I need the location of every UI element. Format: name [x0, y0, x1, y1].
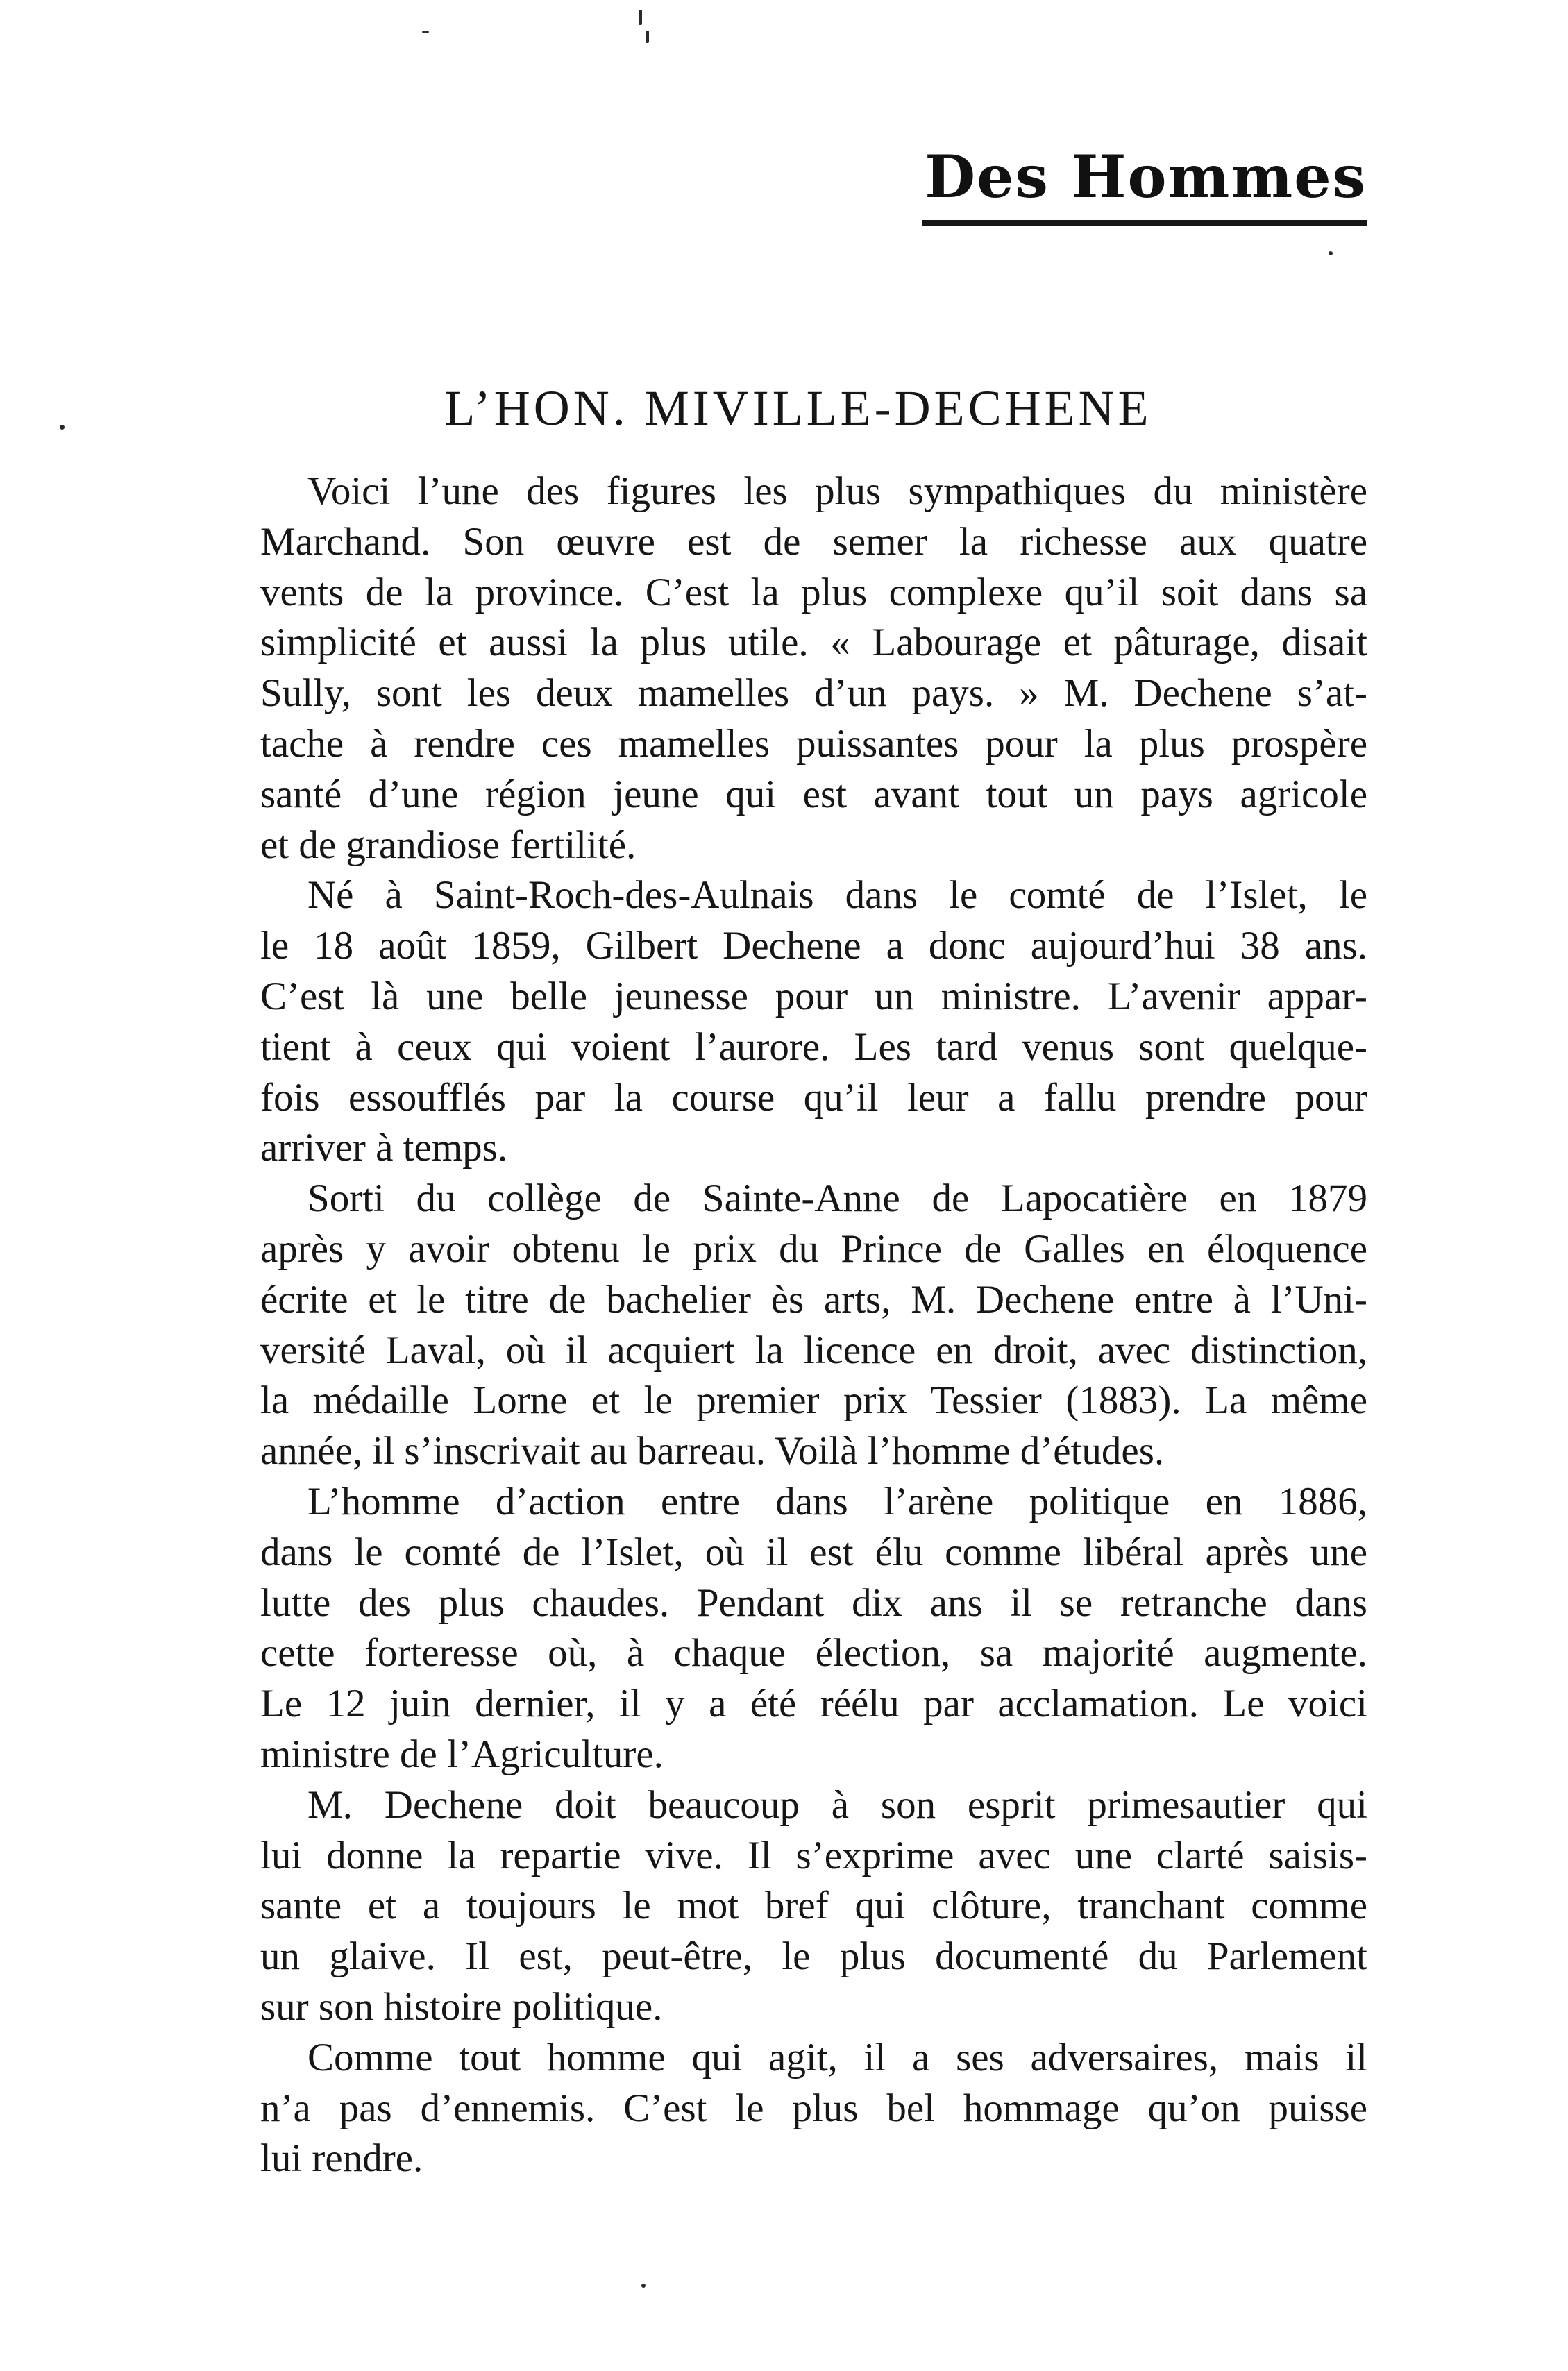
scan-speck [1329, 251, 1333, 255]
text-line: année, il s’inscrivait au barreau. Voilà l’homme d’études. [260, 1429, 1165, 1474]
text-line: Le 12 juin dernier, il y a été réélu par acclamation. Le voici [260, 1682, 1367, 1726]
section-rule [922, 220, 1367, 226]
text-line: un glaive. Il est, peut-être, le plus documenté du Parlement [260, 1934, 1367, 1979]
scan-speck [60, 425, 65, 430]
paragraph-3 [260, 1174, 1367, 1477]
scan-speck [422, 31, 429, 33]
text-line: Comme tout homme qui agit, il a ses adversaires, mais il [307, 2035, 1367, 2079]
text-line: Sorti du collège de Sainte-Anne de Lapocatière en 1879 [307, 1176, 1367, 1221]
article-title: L’HON. MIVILLE-DECHENE [444, 380, 1152, 437]
text-line: Né à Saint-Roch-des-Aulnais dans le comté de l’Islet, le [307, 873, 1367, 918]
text-line: C’est là une belle jeunesse pour un ministre. L’avenir appar- [260, 974, 1367, 1018]
article-body [260, 466, 1367, 2184]
scan-speck [641, 2284, 646, 2288]
text-line: dans le comté de l’Islet, où il est élu comme libéral après une [260, 1530, 1367, 1574]
scan-speck [646, 31, 649, 43]
text-line: après y avoir obtenu le prix du Prince de Galles en éloquence [260, 1226, 1367, 1271]
text-line: santé d’une région jeune qui est avant tout un pays agricole [260, 772, 1367, 816]
text-line: écrite et le titre de bachelier ès arts, M. Dechene entre à l’Uni- [260, 1277, 1367, 1322]
section-title: Des Hommes [925, 142, 1367, 211]
text-line: lutte des plus chaudes. Pendant dix ans il se retranche dans [260, 1580, 1367, 1625]
paragraph-6 [260, 2033, 1367, 2184]
text-line: cette forteresse où, à chaque élection, sa majorité augmente. [260, 1631, 1367, 1676]
paragraph-2 [260, 870, 1367, 1174]
section-header [922, 142, 1367, 226]
text-line: M. Dechene doit beaucoup à son esprit primesautier qui [307, 1782, 1367, 1827]
text-line: versité Laval, où il acquiert la licence en droit, avec distinction, [260, 1328, 1367, 1372]
text-line: la médaille Lorne et le premier prix Tessier (1883). La même [260, 1378, 1367, 1423]
text-line: tache à rendre ces mamelles puissantes pour la plus prospère [260, 721, 1367, 766]
text-line: le 18 août 1859, Gilbert Dechene a donc aujourd’hui 38 ans. [260, 924, 1367, 968]
text-line: n’a pas d’ennemis. C’est le plus bel hommage qu’on puisse [260, 2086, 1367, 2130]
text-line: sur son histoire politique. [260, 1984, 663, 2029]
paragraph-1 [260, 466, 1367, 870]
text-line: Sully, sont les deux mamelles d’un pays. » M. Dechene s’at- [260, 671, 1367, 716]
paragraph-5 [260, 1780, 1367, 2033]
paragraph-4 [260, 1477, 1367, 1780]
text-line: tient à ceux qui voient l’aurore. Les tard venus sont quelque- [260, 1024, 1367, 1069]
text-line: Voici l’une des figures les plus sympathiques du ministère [307, 469, 1367, 513]
text-line: et de grandiose fertilité. [260, 822, 637, 867]
text-line: fois essoufflés par la course qu’il leur a fallu prendre pour [260, 1075, 1367, 1120]
text-line: arriver à temps. [260, 1126, 508, 1170]
text-line: L’homme d’action entre dans l’arène politique en 1886, [307, 1479, 1367, 1524]
text-line: vents de la province. C’est la plus complexe qu’il soit dans sa [260, 570, 1367, 614]
text-line: lui rendre. [260, 2136, 423, 2181]
text-line: Marchand. Son œuvre est de semer la richesse aux quatre [260, 519, 1367, 564]
scan-speck [639, 10, 642, 25]
text-line: ministre de l’Agriculture. [260, 1732, 664, 1776]
text-line: sante et a toujours le mot bref qui clôture, tranchant comme [260, 1884, 1367, 1928]
text-line: lui donne la repartie vive. Il s’exprime avec une clarté saisis- [260, 1833, 1367, 1878]
text-line: simplicité et aussi la plus utile. « Labourage et pâturage, disait [260, 621, 1367, 665]
